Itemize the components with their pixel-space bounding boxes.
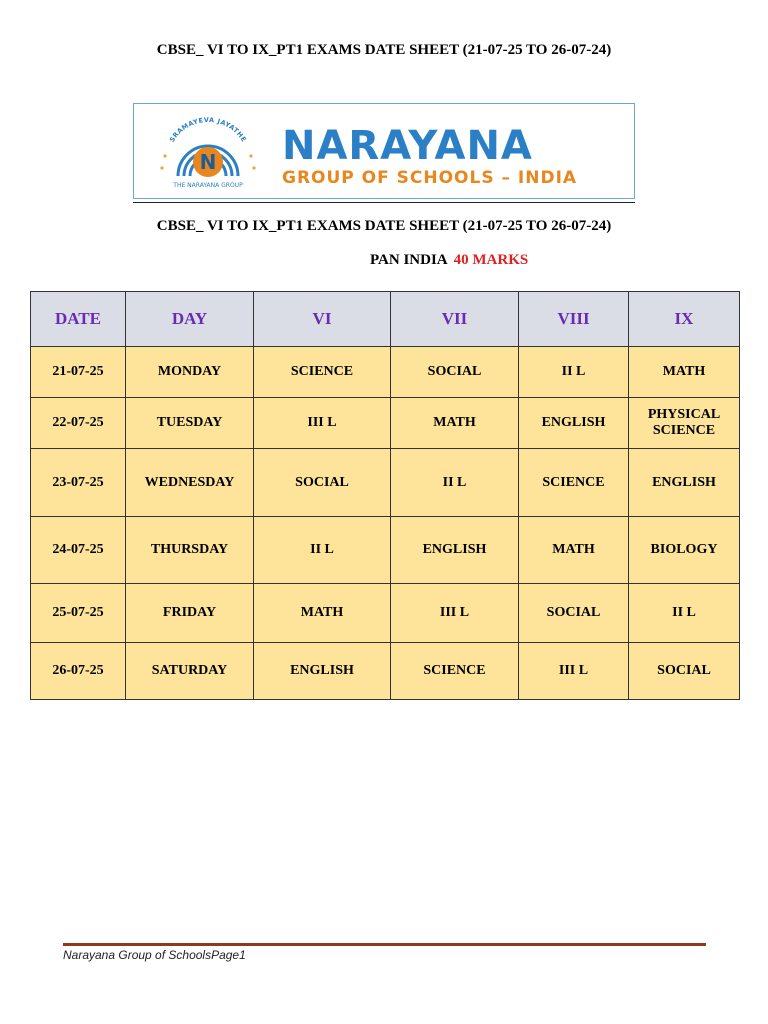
cell-vii: SCIENCE [391,643,519,700]
cell-date: 21-07-25 [31,347,126,398]
header-date: DATE [31,292,126,347]
footer-divider [63,943,706,946]
table-row [31,398,740,449]
cell-viii: II L [519,347,629,398]
logo-name: NARAYANA [282,123,533,169]
logo-banner [133,103,635,199]
cell-vii: II L [391,449,519,517]
sheet-title: CBSE_ VI TO IX_PT1 EXAMS DATE SHEET (21-07-25 TO 26-07-24) [156,218,612,234]
cell-vi: MATH [254,584,391,643]
logo-letter: N [199,150,217,174]
header-ix: IX [629,292,740,347]
marks-label: 40 MARKS [453,252,529,268]
cell-vi: SOCIAL [254,449,391,517]
table-row [31,517,740,584]
table-row [31,584,740,643]
date-sheet-table [30,291,740,700]
document-title: CBSE_ VI TO IX_PT1 EXAMS DATE SHEET (21-07-25 TO 26-07-24) [156,42,612,58]
cell-ix: II L [629,584,740,643]
header-day: DAY [126,292,254,347]
header-viii: VIII [519,292,629,347]
page-footer: Narayana Group of SchoolsPage1 [63,948,246,962]
table-row [31,449,740,517]
cell-date: 23-07-25 [31,449,126,517]
cell-ix: BIOLOGY [629,517,740,584]
cell-date: 25-07-25 [31,584,126,643]
region-label: PAN INDIA [370,252,448,268]
cell-vi: ENGLISH [254,643,391,700]
header-vii: VII [391,292,519,347]
table-header-row [31,292,740,347]
cell-viii: MATH [519,517,629,584]
cell-viii: SCIENCE [519,449,629,517]
cell-day: SATURDAY [126,643,254,700]
table-row [31,347,740,398]
cell-viii: ENGLISH [519,398,629,449]
narayana-emblem-icon [154,116,262,190]
cell-vii: SOCIAL [391,347,519,398]
cell-vii: ENGLISH [391,517,519,584]
cell-ix: ENGLISH [629,449,740,517]
cell-day: WEDNESDAY [126,449,254,517]
cell-date: 26-07-25 [31,643,126,700]
cell-ix: MATH [629,347,740,398]
cell-viii: III L [519,643,629,700]
cell-vii: MATH [391,398,519,449]
cell-day: THURSDAY [126,517,254,584]
logo-subtitle: GROUP OF SCHOOLS – INDIA [282,168,578,188]
svg-text:SRAMAYEVA JAYATHE [168,116,248,144]
cell-vi: III L [254,398,391,449]
header-vi: VI [254,292,391,347]
table-row [31,643,740,700]
logo-group: THE NARAYANA GROUP [173,182,243,189]
cell-day: FRIDAY [126,584,254,643]
cell-date: 24-07-25 [31,517,126,584]
cell-day: TUESDAY [126,398,254,449]
header-divider [133,202,635,203]
cell-day: MONDAY [126,347,254,398]
cell-vi: II L [254,517,391,584]
cell-vi: SCIENCE [254,347,391,398]
cell-date: 22-07-25 [31,398,126,449]
cell-viii: SOCIAL [519,584,629,643]
cell-ix: SOCIAL [629,643,740,700]
cell-vii: III L [391,584,519,643]
cell-ix: PHYSICAL SCIENCE [629,398,740,449]
logo-motto: SRAMAYEVA JAYATHE [167,116,249,144]
marks-line [370,252,528,269]
